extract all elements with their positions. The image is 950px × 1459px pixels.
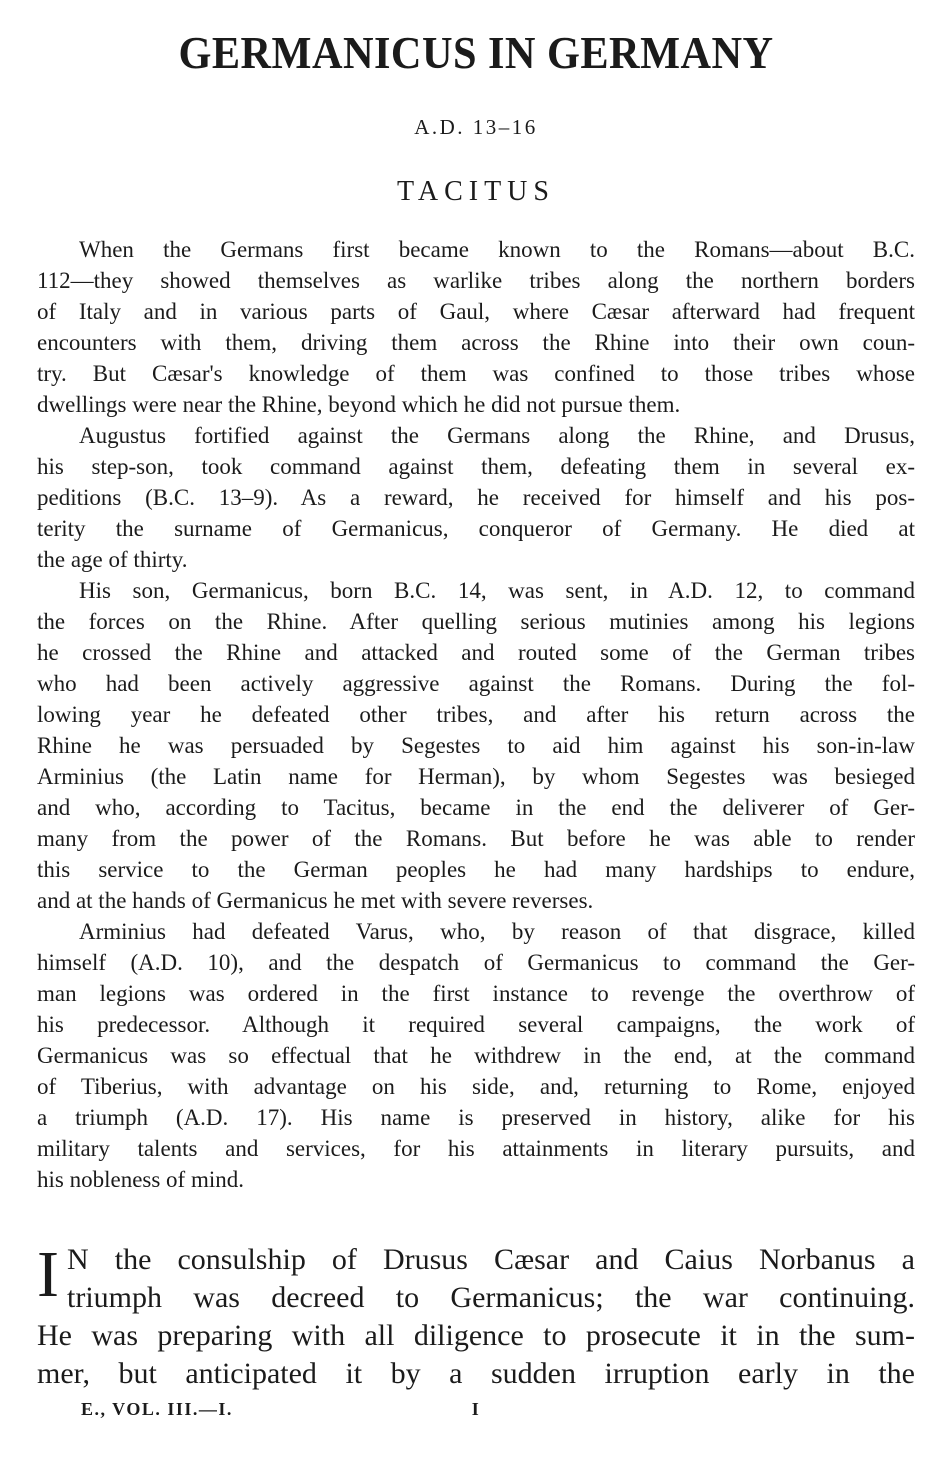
text-line: man legions was ordered in the first instance to revenge the overthrow of (37, 981, 915, 1006)
text-line: the age of thirty. (37, 547, 188, 572)
text-line: Germanicus was so effectual that he withdrew in the end, at the command (37, 1043, 915, 1068)
drop-cap-initial: I (37, 1238, 59, 1311)
text-line: He was preparing with all diligence to prosecute it in the sum- (37, 1319, 915, 1352)
page-footer (37, 1399, 915, 1427)
text-line: who had been actively aggressive against the Romans. During the fol- (37, 671, 915, 696)
date-range: A.D. 13–16 (414, 115, 538, 139)
text-line: encounters with them, driving them across the Rhine into their own coun- (37, 330, 915, 355)
text-line: he crossed the Rhine and attacked and routed some of the German tribes (37, 640, 915, 665)
page-number: I (471, 1399, 481, 1419)
text-line: his step-son, took command against them, defeating them in several ex- (37, 454, 915, 479)
page-title: GERMANICUS IN GERMANY (178, 27, 774, 78)
text-line: military talents and services, for his attainments in literary pursuits, and (37, 1136, 915, 1161)
text-line: and who, according to Tacitus, became in the end the deliverer of Ger- (37, 795, 915, 820)
text-line: and at the hands of Germanicus he met with severe reverses. (37, 888, 594, 913)
text-line: Arminius (the Latin name for Herman), by whom Segestes was besieged (37, 764, 915, 789)
body-text (37, 234, 915, 1195)
text-line: himself (A.D. 10), and the despatch of Germanicus to command the Ger- (37, 950, 915, 975)
paragraph-2 (37, 420, 915, 575)
text-line: 112—they showed themselves as warlike tribes along the northern borders (37, 268, 915, 293)
paragraph-3 (37, 575, 915, 916)
text-line: the forces on the Rhine. After quelling serious mutinies among his legions (37, 609, 915, 634)
text-line: N the consulship of Drusus Cæsar and Caius Norbanus a (67, 1243, 915, 1276)
author-name: TACITUS (397, 176, 555, 207)
text-line: His son, Germanicus, born B.C. 14, was sent, in A.D. 12, to command (79, 578, 915, 603)
paragraph-1 (37, 234, 915, 420)
text-line: this service to the German peoples he had many hardships to endure, (37, 857, 915, 882)
text-line: of Italy and in various parts of Gaul, where Cæsar afterward had frequent (37, 299, 915, 324)
text-line: Rhine he was persuaded by Segestes to aid him against his son-in-law (37, 733, 915, 758)
text-line: Augustus fortified against the Germans along the Rhine, and Drusus, (79, 423, 915, 448)
text-line: triumph was decreed to Germanicus; the war continuing. (67, 1281, 915, 1314)
text-line: try. But Cæsar's knowledge of them was confined to those tribes whose (37, 361, 915, 386)
volume-signature: E., VOL. III.—I. (81, 1399, 233, 1419)
chapter-opening-paragraph (37, 1238, 915, 1393)
text-line: terity the surname of Germanicus, conqueror of Germany. He died at (37, 516, 915, 541)
text-line: many from the power of the Romans. But before he was able to render (37, 826, 915, 851)
text-line: his nobleness of mind. (37, 1167, 244, 1192)
text-line: dwellings were near the Rhine, beyond which he did not pursue them. (37, 392, 681, 417)
text-line: his predecessor. Although it required several campaigns, the work of (37, 1012, 915, 1037)
text-line: mer, but anticipated it by a sudden irruption early in the (37, 1357, 915, 1390)
text-line: Arminius had defeated Varus, who, by reason of that disgrace, killed (79, 919, 915, 944)
text-line: of Tiberius, with advantage on his side, and, returning to Rome, enjoyed (37, 1074, 915, 1099)
text-line: lowing year he defeated other tribes, and after his return across the (37, 702, 915, 727)
text-line: a triumph (A.D. 17). His name is preserved in history, alike for his (37, 1105, 915, 1130)
paragraph-4 (37, 916, 915, 1195)
text-line: peditions (B.C. 13–9). As a reward, he received for himself and his pos- (37, 485, 915, 510)
text-line: When the Germans first became known to the Romans—about B.C. (79, 237, 915, 262)
